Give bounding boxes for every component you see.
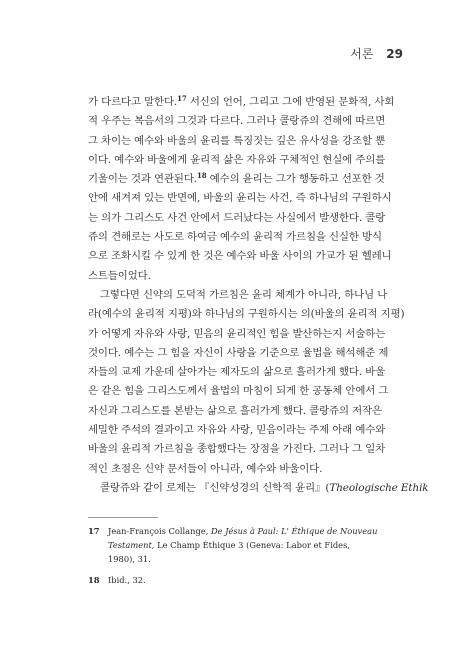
text-line: 가 다르다고 말한다.$^{17}$ 서신의 언어, 그리고 그에 반영된 문화적, 사회 xyxy=(88,94,395,108)
footnote-marker: 17 xyxy=(177,94,187,103)
footnote-marker: 18 xyxy=(196,171,207,181)
text-line: 라(예수의 윤리적 지평)와 하나님의 구원하시는 의(바울의 윤리적 지평) xyxy=(88,308,405,321)
text-line: 안에 새겨져 있는 반면에, 바울의 윤리는 사건, 즉 하나님의 구원하시 xyxy=(88,192,392,205)
footnote xyxy=(88,524,378,566)
text-line: 그 차이는 예수와 바울의 윤리를 특징짓는 깊은 유사성을 강조할 뿐 xyxy=(88,134,386,147)
footnote-number: 18 xyxy=(88,575,100,585)
body-text xyxy=(88,93,429,498)
text-line: 으로 조화시킬 수 있게 한 것은 예수와 바울 사이의 가교가 된 헬레니 xyxy=(88,250,392,263)
text-line: 는 의가 그리스도 사건 안에서 드러났다는 사실에서 발생한다. 콜랑 xyxy=(88,211,386,224)
text-line: 자신과 그리스도를 본받는 삶으로 흘러가게 했다. 콜랑쥬의 저작은 xyxy=(88,404,382,417)
footnote-divider xyxy=(88,517,158,518)
text-line: 스트들이었다. xyxy=(88,269,151,282)
text-line: 그렇다면 신약의 도덕적 가르침은 윤리 체계가 아니라, 하나님 나 xyxy=(100,288,388,301)
text-line: 이다. 예수와 바울에게 윤리적 삶은 자유와 구체적인 현실에 주의를 xyxy=(88,153,386,166)
italic-text: De Jésus à Paul: L' Éthique de Nouveau Testament xyxy=(108,526,378,550)
footnote-number: 17 xyxy=(88,526,100,536)
footnote-text: Ibid., 32. xyxy=(108,575,146,585)
text-line: 세밀한 주석의 결과이고 자유와 사랑, 믿음이라는 주제 아래 예수와 xyxy=(88,424,386,437)
paragraph xyxy=(88,93,395,286)
text-line: 자들의 교제 가운데 살아가는 제자도의 삶으로 흘러가게 했다. 바울 xyxy=(88,366,386,379)
paragraph xyxy=(88,286,405,479)
text-line: 적 우주는 복음서의 그것과 다르다. 그러나 콜랑쥬의 견해에 따르면 xyxy=(88,115,386,128)
text-line: 것이다. 예수는 그 힘을 자신이 사랑을 기준으로 율법을 해석해준 제 xyxy=(88,346,389,359)
footnote xyxy=(88,573,378,587)
footnotes xyxy=(88,524,378,594)
footnote-text: Jean-François Collange, De Jésus à Paul: L' Éthique de Nouveau Testament, Le Champ Éthique 3 (Geneva: Labor et Fides, 1980), 31. xyxy=(108,526,378,564)
text-line: 은 같은 힘을 그리스도께서 율법의 마침이 되게 한 공동체 안에서 그 xyxy=(88,385,389,398)
page-number: 29 xyxy=(386,47,403,61)
section-title: 서론 xyxy=(350,47,374,61)
italic-text: Theologische Ethik xyxy=(329,481,429,494)
text-line: 쥬의 견해로는 사도로 하여금 예수의 윤리적 가르침을 신실한 방식 xyxy=(88,231,382,244)
paragraph xyxy=(88,479,429,498)
running-header xyxy=(350,45,403,62)
text-line: 바울의 윤리적 가르침을 종합했다는 장점을 가진다. 그러나 그 일차 xyxy=(88,443,386,456)
text-line: 가 어떻게 자유와 사랑, 믿음의 윤리적인 힘을 발산하는지 서술하는 xyxy=(88,327,386,340)
text-line: 기울이는 것과 연관된다.$^{18}$ 예수의 윤리는 그가 행동하고 선포한 것 xyxy=(88,171,385,186)
text-line: 콜랑쥬와 같이 로제는 『신약성경의 신학적 윤리』(Theologische Ethik xyxy=(100,481,429,494)
text-line: 적인 초점은 신약 문서들이 아니라, 예수와 바울이다. xyxy=(88,462,323,475)
